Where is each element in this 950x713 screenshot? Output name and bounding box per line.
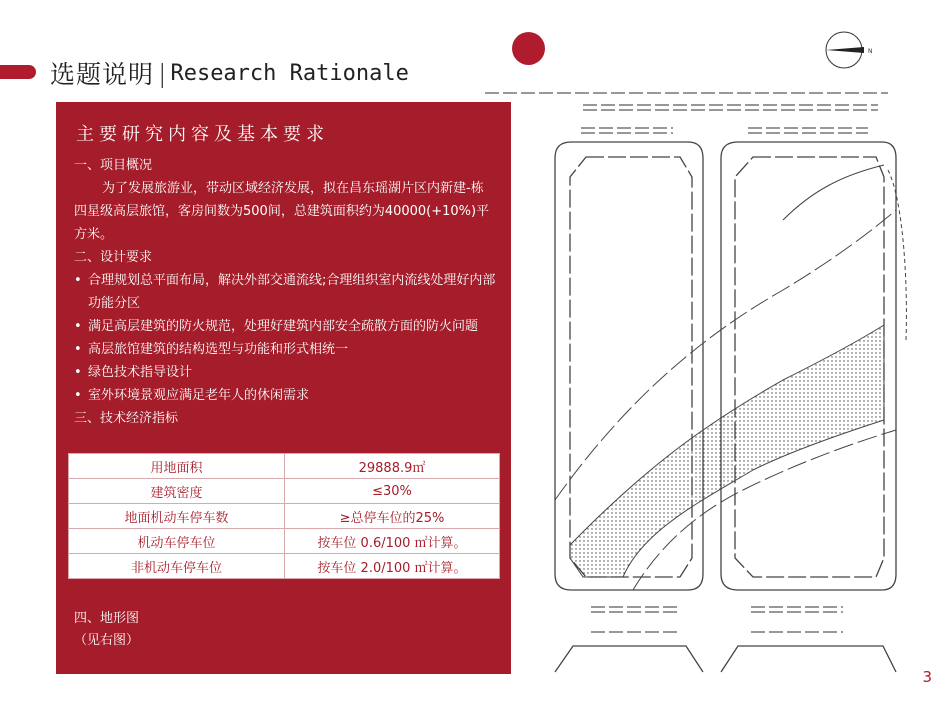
indicator-label: 机动车停车位 [69,529,285,554]
panel-body [74,154,496,430]
requirement-item: • 高层旅馆建筑的结构选型与功能和形式相统一 [74,338,496,361]
north-label: N [868,48,873,55]
indicator-value: 29888.9㎡ [285,454,500,479]
panel-title: 主要研究内容及基本要求 [76,124,329,145]
indicator-value: ≤30% [285,479,500,504]
content-panel [56,102,511,674]
section2-heading: 二、设计要求 [74,250,153,265]
terrain-section [74,608,139,652]
north-arrow-icon [824,30,874,70]
table-row [69,529,500,554]
title-accent-bar [0,65,36,79]
page-number: 3 [922,668,932,686]
page-title-separator: | [158,58,167,88]
section3-heading: 三、技术经济指标 [74,411,179,426]
table-row [69,504,500,529]
indicator-value: 按车位 0.6/100 ㎡计算。 [285,529,500,554]
requirement-item: • 满足高层建筑的防火规范，处理好建筑内部安全疏散方面的防火问题 [74,315,496,338]
requirement-item: • 合理规划总平面布局，解决外部交通流线;合理组织室内流线处理好内部功能分区 [74,269,496,315]
requirement-item: • 绿色技术指导设计 [74,361,496,384]
table-row [69,454,500,479]
site-map [483,80,923,680]
red-dot-decoration [512,32,545,65]
section4-note: （见右图） [74,633,140,648]
page-title-en: Research Rationale [170,60,409,86]
page-title [50,55,409,91]
indicator-value: 按车位 2.0/100 ㎡计算。 [285,554,500,579]
indicator-label: 建筑密度 [69,479,285,504]
table-row [69,554,500,579]
indicator-value: ≥总停车位的25% [285,504,500,529]
table-row [69,479,500,504]
page-title-cn: 选题说明 [50,60,155,89]
indicators-table [68,453,500,579]
indicator-label: 用地面积 [69,454,285,479]
section1-body: 为了发展旅游业，带动区域经济发展，拟在昌东瑶湖片区内新建-栋四星级高层旅馆，客房间数为500间，总建筑面积约为40000(+10%)平方米。 [74,181,490,242]
section4-heading: 四、地形图 [74,611,140,626]
indicator-label: 非机动车停车位 [69,554,285,579]
requirement-item: • 室外环境景观应满足老年人的休闲需求 [74,384,496,407]
section1-heading: 一、项目概况 [74,158,153,173]
indicator-label: 地面机动车停车数 [69,504,285,529]
